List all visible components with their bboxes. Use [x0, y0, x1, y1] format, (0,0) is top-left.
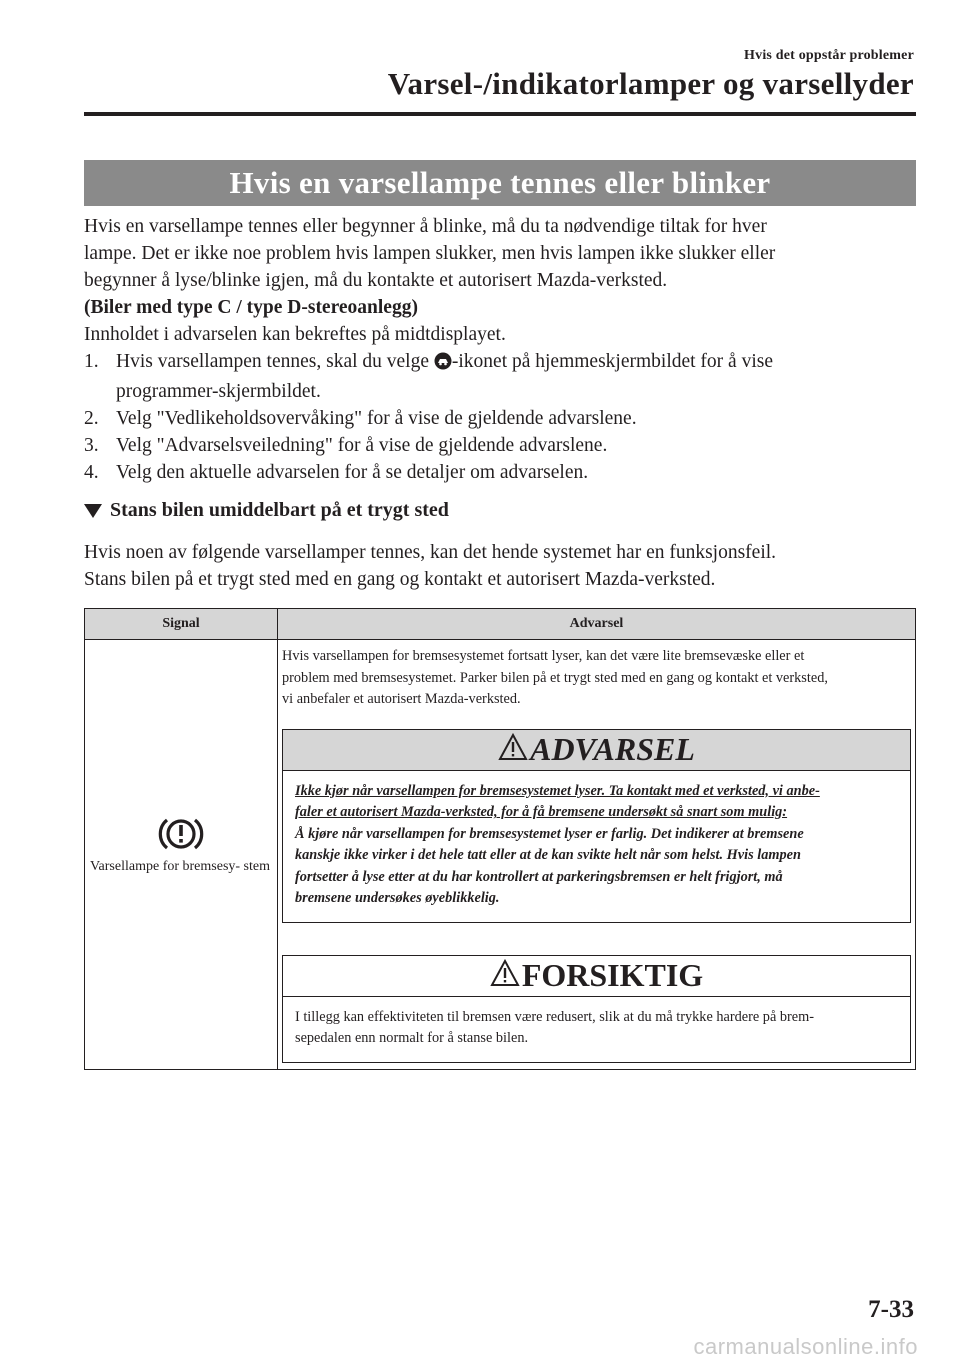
steps-list [84, 348, 916, 486]
caution-title: FORSIKTIG [521, 957, 704, 993]
para2-line-2: Stans bilen på et trygt sted med en gang og kontakt et autorisert Mazda-verksted. [84, 569, 716, 590]
signal-cell [85, 640, 278, 1070]
advarsel-cell [278, 640, 916, 1070]
step-text: Hvis varsellampen tennes, skal du velge [116, 351, 434, 372]
warning-triangle-icon [498, 733, 528, 766]
step-item [84, 405, 916, 432]
col-header-advarsel: Advarsel [278, 609, 916, 640]
caution-box [282, 955, 911, 1063]
signal-label: Varsellampe for bremsesy- stem [90, 859, 270, 874]
intro-line-2: lampe. Det er ikke noe problem hvis lampen slukker, men hvis lampen ikke slukker eller [84, 243, 776, 264]
intro-line-1: Hvis en varsellampe tennes eller begynner å blinke, må du ta nødvendige tiltak for hver [84, 216, 767, 237]
intro-paragraph [84, 213, 916, 486]
step-item [84, 348, 916, 405]
advarsel-text: Hvis varsellampen for bremsesystemet fortsatt lyser, kan det være lite bremsevæske eller et problem med bremsesystemet. Parker bilen på et trygt sted med en gang og kontakt et verksted, vi anbefaler et autorisert Mazda-verksted. [282, 648, 828, 707]
step-text: Velg den aktuelle advarselen for å se detaljer om advarselen. [116, 462, 589, 483]
subheading [84, 499, 449, 522]
table-row [85, 640, 916, 1070]
step-item [84, 459, 916, 486]
brake-warning-icon [155, 814, 207, 859]
para2-line-1: Hvis noen av følgende varsellamper tennes, kan det hende systemet har en funksjonsfeil. [84, 542, 777, 563]
watermark: carmanualsonline.info [693, 1334, 918, 1359]
chapter-title: Varsel-/indikatorlamper og varsellyder [387, 66, 914, 101]
warning-body: Ikke kjør når varsellampen for bremsesystemet lyser. Ta kontakt med et verksted, vi anbe- faler et autorisert Mazda-verksted, for å få bremsene undersøkt så snart som mulig: Å kjøre når varsellampen for bremsesystemet lyser er farlig. Det indikerer at bremsene kanskje ikke virker i det hele tatt eller at de kan svikte helt når som helst. Hvis lampen fortsetter å lyse etter at du har kontrollert at parkeringsbremsen er helt frigjort, må bremsene undersøkes øyeblikkelig. [295, 782, 820, 906]
section-title: Hvis det oppstår problemer [744, 48, 914, 63]
col-header-signal: Signal [85, 609, 278, 640]
subheading-text: Stans bilen umiddelbart på et trygt sted [110, 499, 449, 521]
step-number: 3. [84, 435, 99, 456]
warning-title: ADVARSEL [530, 731, 695, 767]
step-text-line2: programmer-skjermbildet. [116, 381, 321, 402]
section-banner: Hvis en varsellampe tennes eller blinker [84, 160, 916, 206]
page-number: 7-33 [868, 1296, 914, 1323]
caution-box-header [283, 956, 910, 997]
stereo-type-note: (Biler med type C / type D-stereoanlegg) [84, 297, 418, 318]
warning-box-header [283, 730, 910, 771]
signal-table [84, 608, 916, 1070]
step-number: 2. [84, 408, 99, 429]
step-text: Velg "Vedlikeholdsovervåking" for å vise de gjeldende advarslene. [116, 408, 637, 429]
table-header-row [85, 609, 916, 640]
header-rule [84, 112, 916, 116]
warning-box [282, 729, 911, 923]
vehicle-info-icon [434, 351, 452, 378]
caution-triangle-icon [490, 959, 520, 992]
step-number: 4. [84, 462, 99, 483]
caution-body: I tillegg kan effektiviteten til bremsen være redusert, slik at du må trykke hardere på brem- sepedalen enn normalt for å stanse bilen. [295, 1008, 815, 1046]
intro-line-3: begynner å lyse/blinke igjen, må du kontakte et autorisert Mazda-verksted. [84, 270, 668, 291]
step-number: 1. [84, 351, 99, 372]
stop-paragraph [84, 539, 916, 593]
intro-line-4: Innholdet i advarselen kan bekreftes på midtdisplayet. [84, 324, 506, 345]
step-item [84, 432, 916, 459]
step-text: Velg "Advarselsveiledning" for å vise de gjeldende advarslene. [116, 435, 608, 456]
triangle-down-icon [84, 504, 102, 518]
step-text-cont: -ikonet på hjemmeskjermbildet for å vise [451, 351, 773, 372]
